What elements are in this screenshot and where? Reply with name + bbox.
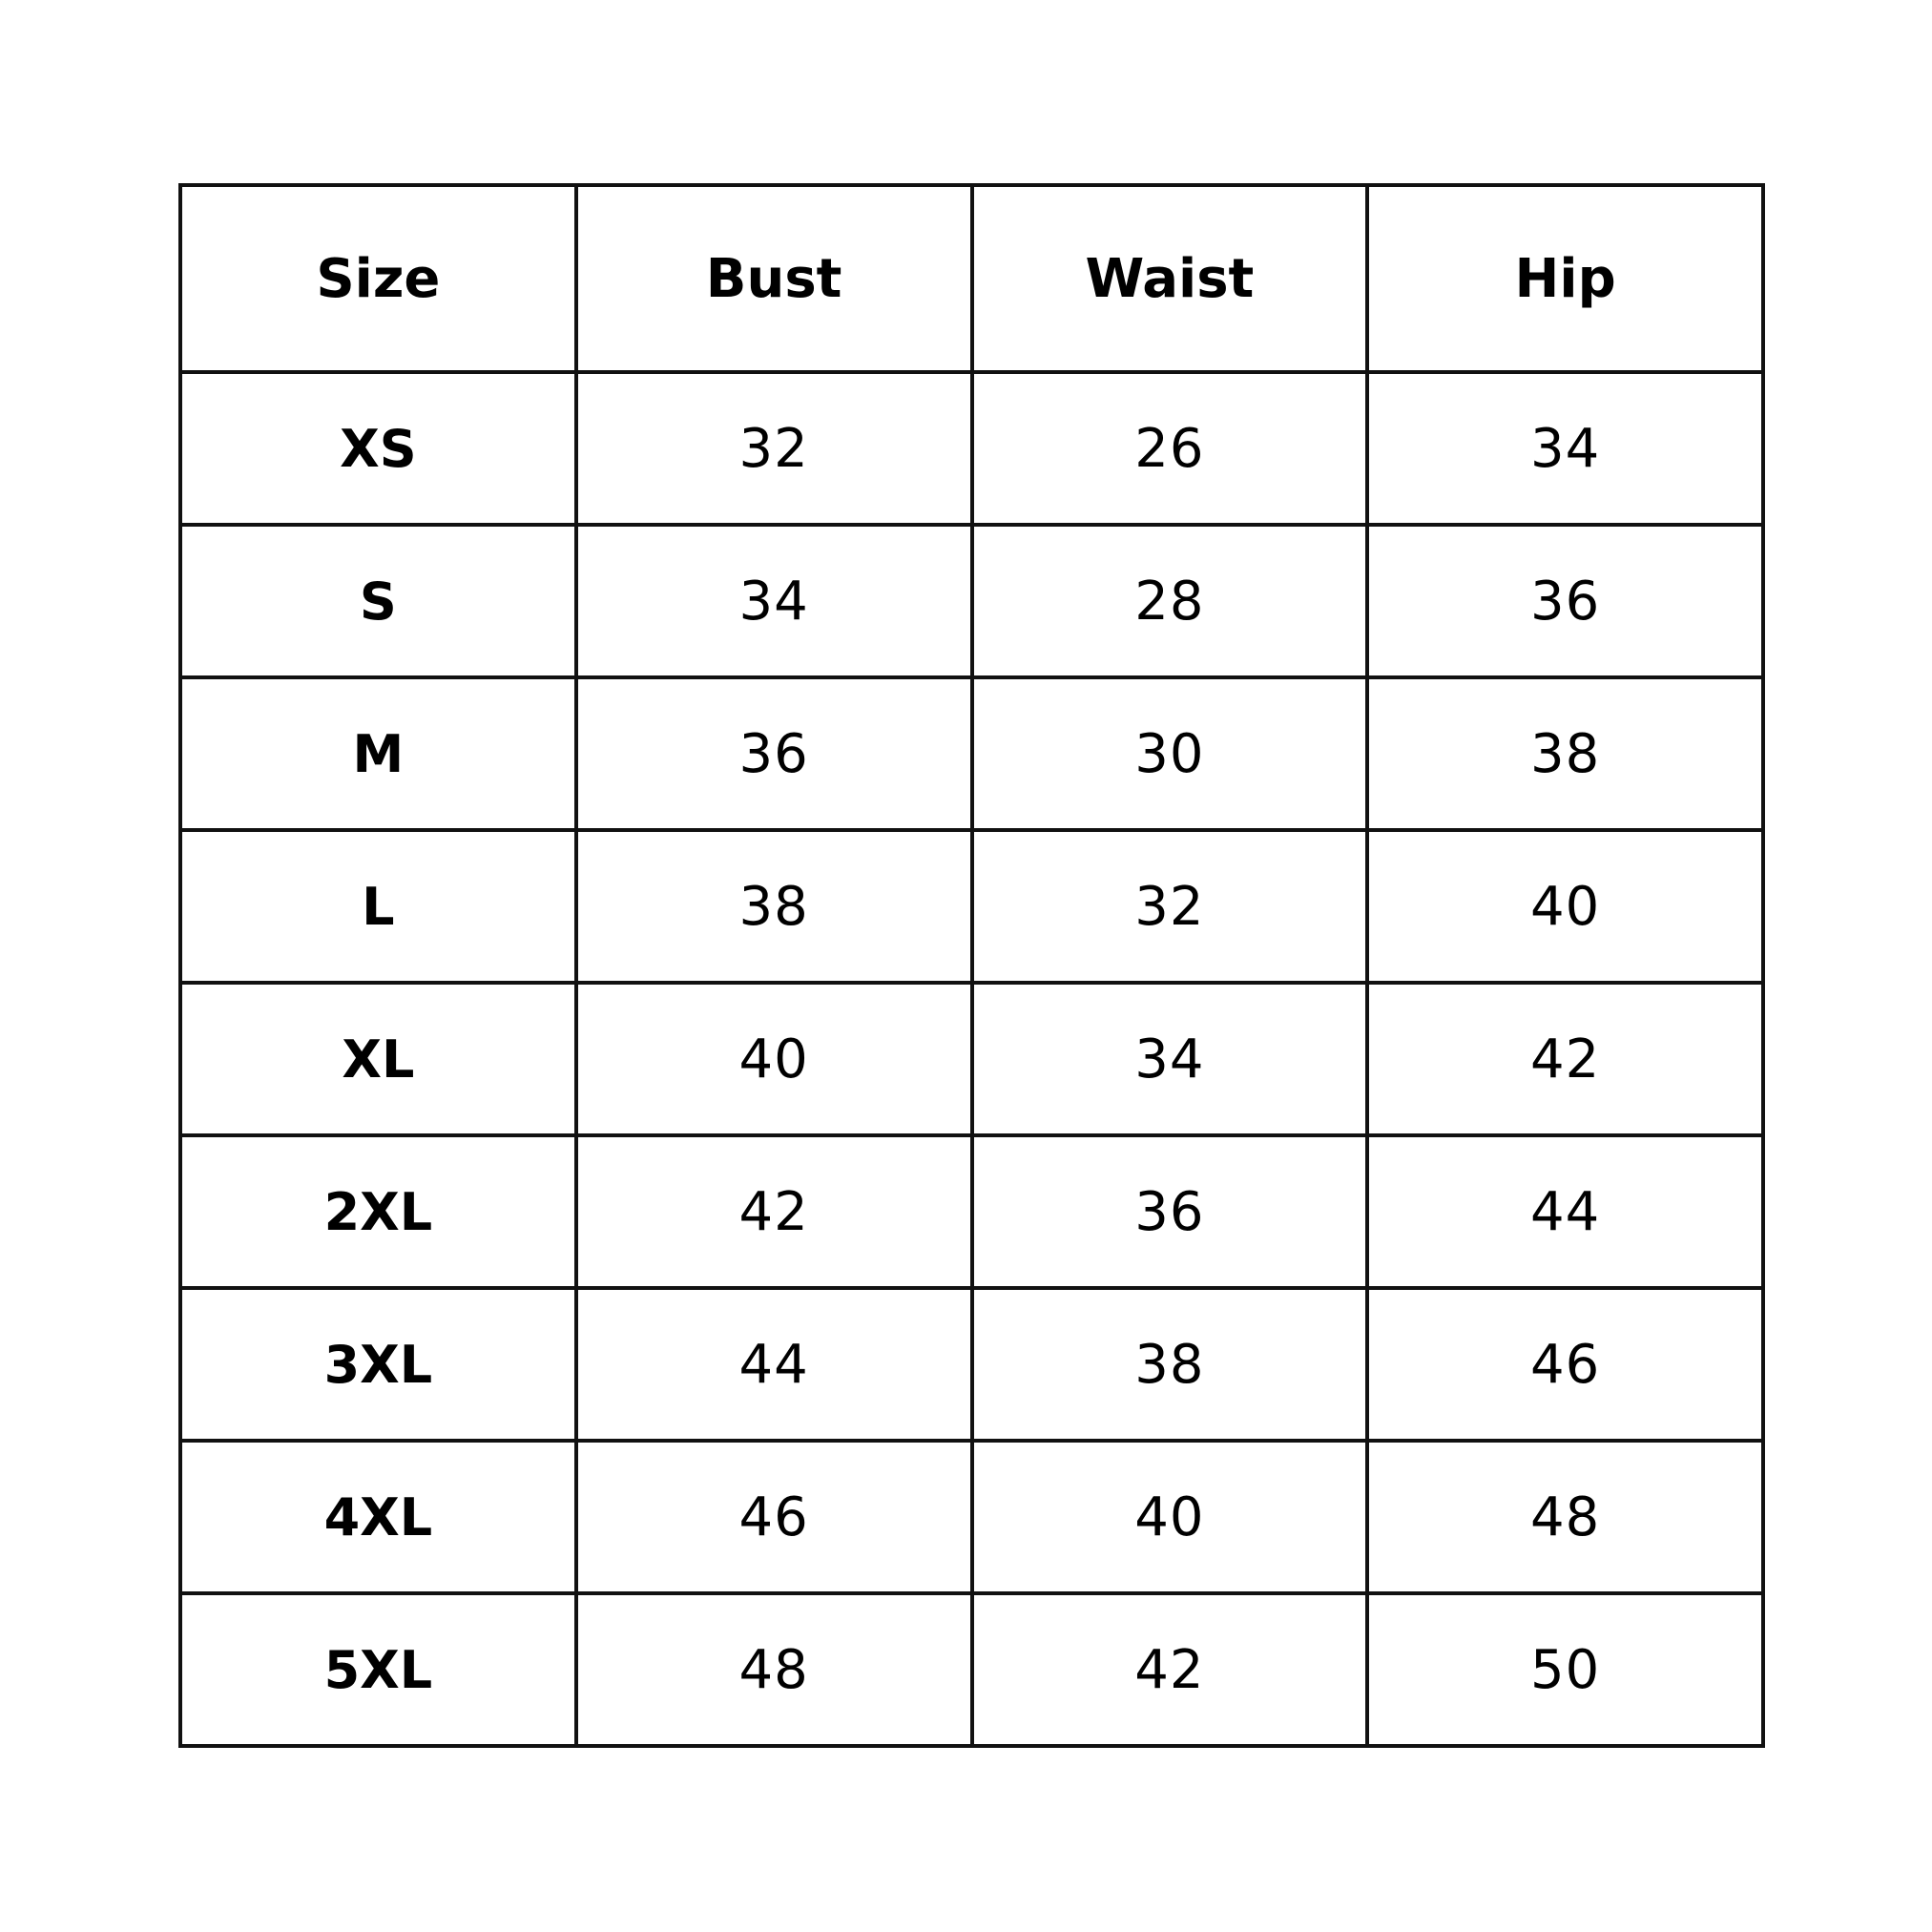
table-row	[180, 1288, 1763, 1441]
cell-waist: 36	[972, 1135, 1368, 1288]
header-waist: Waist	[972, 185, 1368, 372]
cell-bust: 40	[576, 983, 972, 1135]
table-row	[180, 372, 1763, 525]
cell-waist: 30	[972, 677, 1368, 830]
cell-size: 5XL	[180, 1593, 576, 1746]
cell-size: S	[180, 525, 576, 677]
cell-waist: 40	[972, 1441, 1368, 1593]
table-row	[180, 525, 1763, 677]
cell-size: L	[180, 830, 576, 983]
cell-hip: 40	[1367, 830, 1763, 983]
table-row	[180, 1441, 1763, 1593]
cell-hip: 38	[1367, 677, 1763, 830]
cell-hip: 36	[1367, 525, 1763, 677]
table-row	[180, 983, 1763, 1135]
cell-hip: 34	[1367, 372, 1763, 525]
cell-bust: 38	[576, 830, 972, 983]
table-body	[180, 372, 1763, 1746]
cell-hip: 50	[1367, 1593, 1763, 1746]
cell-bust: 36	[576, 677, 972, 830]
cell-hip: 46	[1367, 1288, 1763, 1441]
cell-hip: 44	[1367, 1135, 1763, 1288]
cell-waist: 26	[972, 372, 1368, 525]
cell-bust: 32	[576, 372, 972, 525]
cell-size: M	[180, 677, 576, 830]
cell-waist: 32	[972, 830, 1368, 983]
cell-size: XS	[180, 372, 576, 525]
table-row	[180, 1135, 1763, 1288]
cell-size: XL	[180, 983, 576, 1135]
cell-waist: 28	[972, 525, 1368, 677]
cell-waist: 34	[972, 983, 1368, 1135]
header-size: Size	[180, 185, 576, 372]
size-chart-table	[178, 183, 1765, 1748]
cell-size: 4XL	[180, 1441, 576, 1593]
table-header	[180, 185, 1763, 372]
cell-size: 3XL	[180, 1288, 576, 1441]
cell-bust: 34	[576, 525, 972, 677]
table-row	[180, 677, 1763, 830]
header-row	[180, 185, 1763, 372]
cell-bust: 46	[576, 1441, 972, 1593]
cell-hip: 48	[1367, 1441, 1763, 1593]
table-row	[180, 830, 1763, 983]
cell-size: 2XL	[180, 1135, 576, 1288]
table-row	[180, 1593, 1763, 1746]
cell-bust: 48	[576, 1593, 972, 1746]
cell-hip: 42	[1367, 983, 1763, 1135]
header-bust: Bust	[576, 185, 972, 372]
header-hip: Hip	[1367, 185, 1763, 372]
cell-waist: 38	[972, 1288, 1368, 1441]
cell-waist: 42	[972, 1593, 1368, 1746]
cell-bust: 42	[576, 1135, 972, 1288]
cell-bust: 44	[576, 1288, 972, 1441]
